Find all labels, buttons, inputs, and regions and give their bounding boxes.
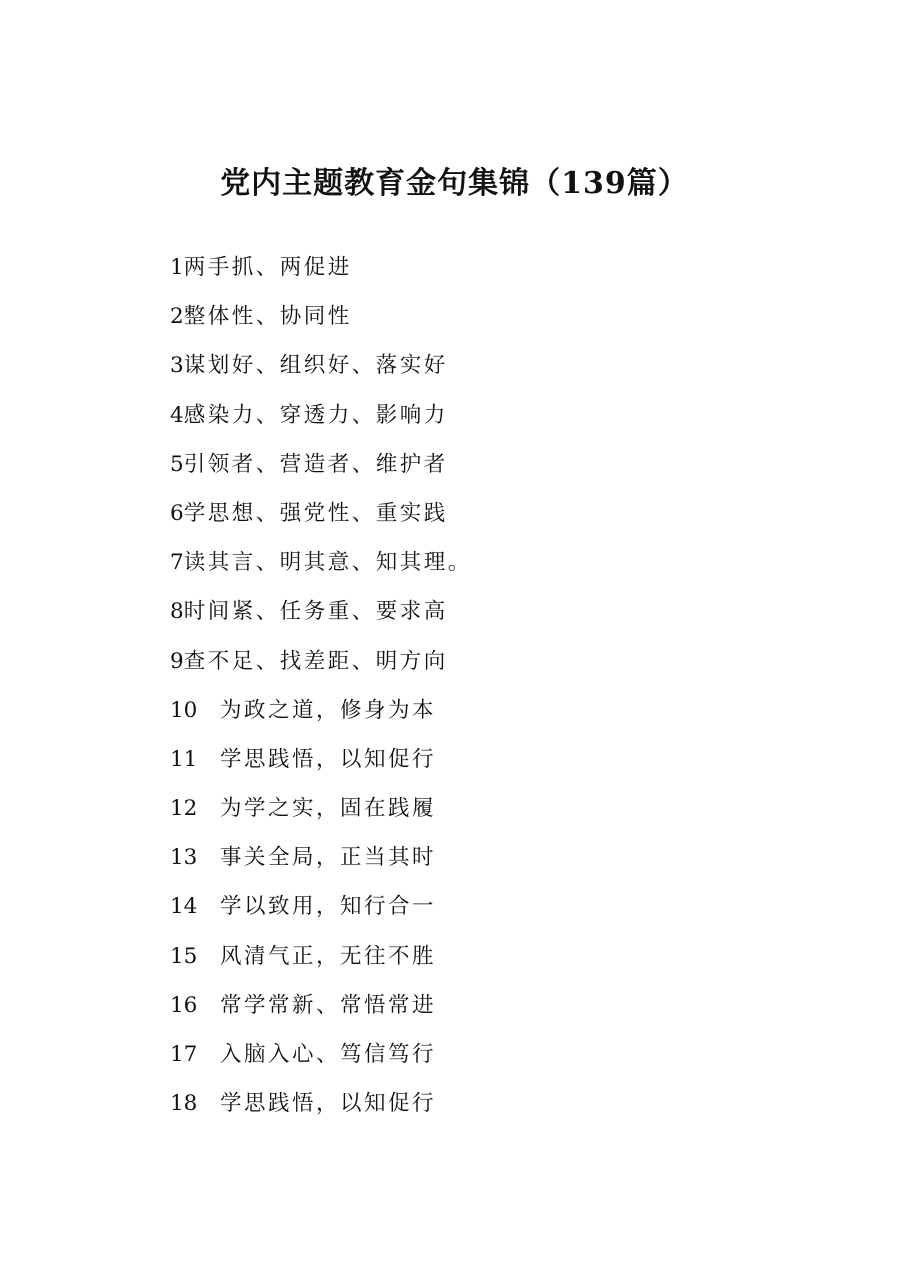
item-number: 11 [170,746,198,772]
item-number: 13 [170,845,198,871]
item-number: 16 [170,992,198,1018]
item-text: 两手抓、两促进 [183,255,352,280]
item-number: 17 [170,1042,198,1067]
item-number: 8 [170,599,184,625]
list-item [170,938,472,987]
item-number: 5 [170,451,184,477]
item-text: 为学之实，固在践履 [220,796,437,822]
item-text: 时间紧、任务重、要求高 [183,599,448,625]
item-number: 14 [170,894,198,920]
list-item [170,987,472,1036]
item-text: 整体性、协同性 [183,304,352,330]
item-text: 学思想、强党性、重实践 [183,500,448,526]
list-item [170,839,472,888]
item-number: 7 [170,550,184,576]
quote-list [170,249,472,1134]
item-number: 6 [170,500,184,526]
list-item [170,790,472,839]
document-title: 党内主题教育金句集锦（139篇） [220,166,689,201]
item-number: 1 [170,255,184,280]
list-item [170,1036,472,1085]
item-number: 18 [170,1091,198,1117]
item-text: 风清气正，无往不胜 [220,943,437,969]
list-item [170,446,472,495]
list-item [170,347,472,396]
item-text: 事关全局，正当其时 [220,845,437,871]
list-item [170,298,472,347]
item-number: 2 [170,304,184,330]
list-item [170,593,472,642]
item-number: 4 [170,402,184,428]
item-number: 9 [170,648,184,674]
list-item [170,692,472,741]
item-number: 10 [170,697,198,723]
item-text: 查不足、找差距、明方向 [183,648,448,674]
list-item [170,888,472,937]
item-text: 学思践悟，以知促行 [220,746,437,772]
item-text: 常学常新、常悟常进 [220,992,437,1018]
item-text: 学以致用，知行合一 [220,894,437,920]
item-text: 学思践悟，以知促行 [220,1091,437,1117]
list-item [170,1085,472,1134]
item-text: 谋划好、组织好、落实好 [183,353,448,379]
item-text: 为政之道，修身为本 [220,697,437,723]
item-number: 3 [170,353,184,379]
item-text: 入脑入心、笃信笃行 [220,1042,437,1067]
item-number: 12 [170,796,198,822]
item-text: 感染力、穿透力、影响力 [183,402,448,428]
item-text: 引领者、营造者、维护者 [183,451,448,477]
list-item [170,544,472,593]
item-number: 15 [170,943,198,969]
item-text: 读其言、明其意、知其理。 [183,550,472,576]
list-item [170,643,472,692]
list-item [170,495,472,544]
list-item [170,249,472,298]
list-item [170,741,472,790]
list-item [170,397,472,446]
